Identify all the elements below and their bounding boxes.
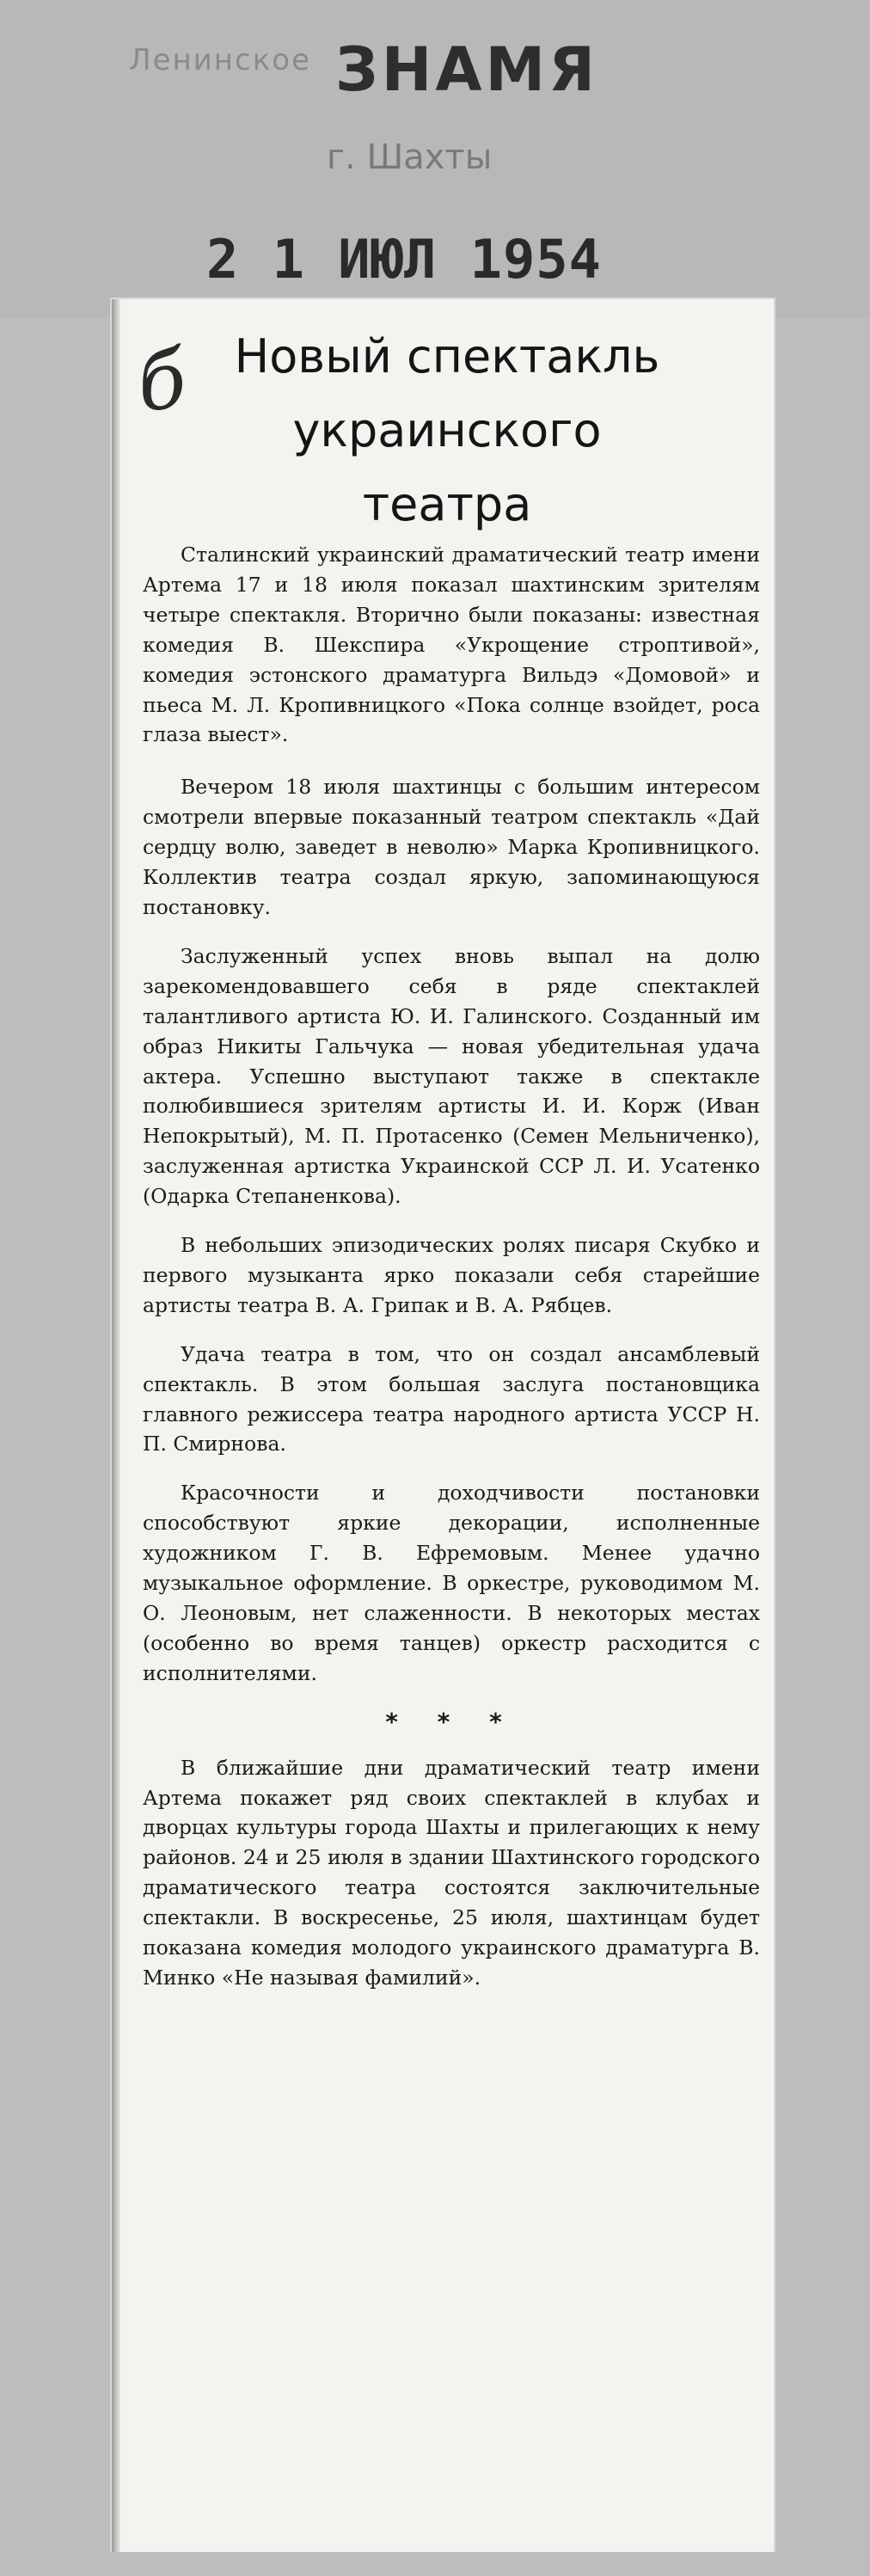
- headline-line-2: украинского: [292, 403, 602, 457]
- clipping-edge-shadow: [112, 299, 120, 2552]
- headline-line-3: театра: [362, 477, 532, 531]
- bottom-margin: [0, 2552, 870, 2576]
- article-paragraph: В небольших эпизодических ролях писаря Скубко и первого музыканта ярко показали себя старейшие артисты театра В. А. Грипак и В. А. Рябцев.: [143, 1233, 760, 1317]
- date-stamp: 2 1 ИЮЛ 1954: [206, 228, 602, 291]
- masthead-paper-name: ЗНАМЯ: [335, 34, 599, 105]
- masthead-stamp: [129, 34, 599, 177]
- section-separator: * * *: [385, 1707, 518, 1736]
- article-paragraph: Вечером 18 июля шахтинцы с большим интересом смотрели впервые показанный театром спектакль «Дай сердцу волю, заведет в неволю» Марка Кропивницкого. Коллектив театра создал яркую, запоминающуюся постановку.: [143, 775, 760, 919]
- headline-line-1: Новый спектакль: [234, 329, 660, 383]
- article-paragraph: Сталинский украинский драматический театр имени Артема 17 и 18 июля показал шахтинским зрителям четыре спектакля. Вторично были показаны: известная комедия В. Шекспира «Укрощение строптивой», комедия эстонского драматурга Вильдэ «Домовой» и пьеса М. Л. Кропивницкого «Пока солнце взойдет, роса глаза выест».: [143, 543, 760, 747]
- masthead-prefix: Ленинское: [129, 43, 311, 77]
- handwritten-margin-mark: б: [131, 332, 193, 431]
- article-headline: [129, 320, 765, 542]
- article-body: [143, 540, 760, 1993]
- article-closing-paragraph: В ближайшие дни драматический театр имени Артема покажет ряд своих спектаклей в клубах и дворцах культуры города Шахты и прилегающих к нему районов. 24 и 25 июля в здании Шахтинского городского драматического театра состоятся заключительные спектакли. В воскресенье, 25 июля, шахтинцам будет показана комедия молодого украинского драматурга В. Минко «Не называя фамилий».: [143, 1755, 760, 1990]
- article-paragraph: Удача театра в том, что он создал ансамблевый спектакль. В этом большая заслуга постановщика главного режиссера театра народного артиста УССР Н. П. Смирнова.: [143, 1341, 760, 1457]
- masthead-city: г. Шахты: [327, 138, 493, 177]
- article-paragraph: Заслуженный успех вновь выпал на долю зарекомендовавшего себя в ряде спектаклей талантливого артиста Ю. И. Галинского. Созданный им образ Никиты Гальчука — новая убедительная удача актера. Успешно выступают также в спектакле полюбившиеся зрителям артисты И. И. Корж (Иван Непокрытый), М. П. Протасенко (Семен Мельниченко), заслуженная артистка Украинской ССР Л. И. Усатенко (Одарка Степаненкова).: [143, 943, 760, 1209]
- article-paragraph: Красочности и доходчивости постановки способствуют яркие декорации, исполненные художником Г. В. Ефремовым. Менее удачно музыкальное оформление. В оркестре, руководимом М. О. Леоновым, нет слаженности. В некоторых местах (особенно во время танцев) оркестр расходится с исполнителями.: [143, 1481, 760, 1685]
